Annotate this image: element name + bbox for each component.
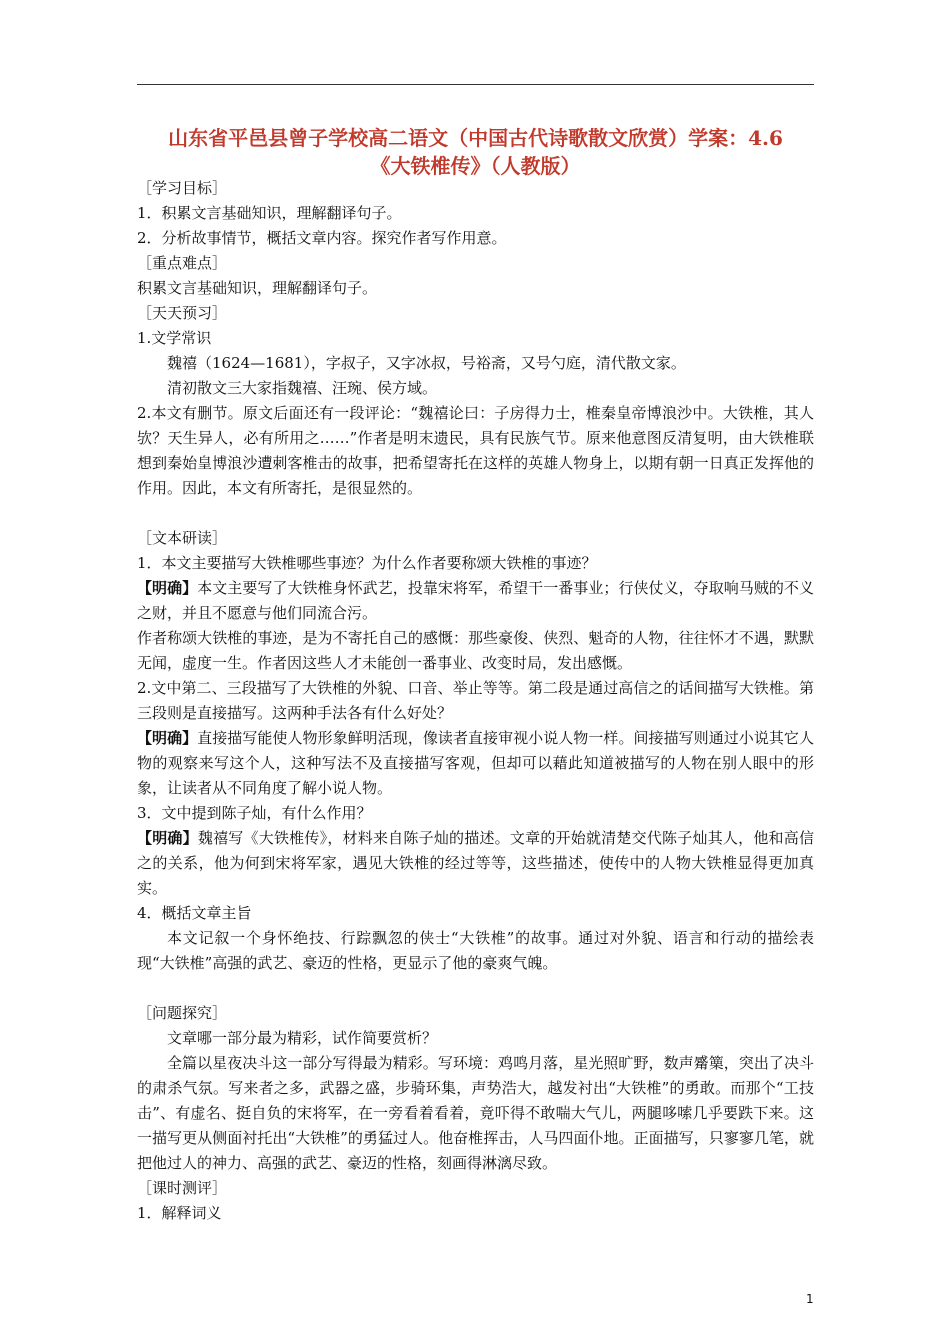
answer-1-text: 本文主要写了大铁椎身怀武艺，投靠宋将军，希望干一番事业；行侠仗义，夺取响马贼的不义之财，并且不愿意与他们同流合污。 (137, 579, 814, 622)
section-heading-explore: ［问题探究］ (137, 1004, 228, 1022)
answer-tag: 【明确】 (137, 729, 198, 747)
answer-4: 本文记叙一个身怀绝技、行踪飘忽的侠士“大铁椎”的故事。通过对外貌、语言和行动的描绘表现“大铁椎”高强的武艺、豪迈的性格，更显示了他的豪爽气魄。 (137, 929, 814, 972)
header-rule (137, 84, 814, 85)
answer-2 (137, 726, 814, 801)
title-line-2: 《大铁椎传》（人教版） (370, 154, 581, 178)
key-point-1: 积累文言基础知识，理解翻译句子。 (137, 279, 378, 297)
preview-item-2: 2.本文有删节。原文后面还有一段评论：“魏禧论曰：子房得力士，椎秦皇帝博浪沙中。大铁椎，其人欤？天生异人，必有所用之……”作者是明末遗民，具有民族气节。原来他意图反清复明，由大铁椎联想到秦始皇博浪沙遭刺客椎击的故事，把希望寄托在这样的英雄人物身上，以期有朝一日真正发挥他的作用。因此，本文有所寄托，是很显然的。 (137, 404, 814, 497)
goal-item-2: 2．分析故事情节，概括文章内容。探究作者写作用意。 (137, 229, 507, 247)
section-heading-goals: ［学习目标］ (137, 179, 228, 197)
page-number: 1 (806, 1292, 814, 1306)
question-4: 4．概括文章主旨 (137, 904, 252, 922)
explore-question: 文章哪一部分最为精彩，试作简要赏析？ (167, 1029, 438, 1047)
question-3: 3．文中提到陈子灿，有什么作用？ (137, 804, 372, 822)
title-line-1: 山东省平邑县曾子学校高二语文（中国古代诗歌散文欣赏）学案：4.6 (168, 126, 783, 150)
document-body (137, 176, 814, 1226)
preview-item-1-text-b: 清初散文三大家指魏禧、汪琬、侯方域。 (167, 379, 438, 397)
question-1: 1．本文主要描写大铁椎哪些事迹？为什么作者要称颂大铁椎的事迹？ (137, 554, 597, 572)
answer-tag: 【明确】 (137, 579, 198, 597)
answer-2-text: 直接描写能使人物形象鲜明活现，像读者直接审视小说人物一样。间接描写则通过小说其它人物的观察来写这个人，这种写法不及直接描写客观，但却可以藉此知道被描写的人物在别人眼中的形象，让读者从不同角度了解小说人物。 (137, 729, 814, 797)
document-title (137, 124, 814, 180)
preview-item-1-heading: 1.文学常识 (137, 329, 212, 347)
explore-answer: 全篇以星夜决斗这一部分写得最为精彩。写环境：鸡鸣月落，星光照旷野，数声觱篥，突出了决斗的肃杀气氛。写来者之多，武器之盛，步骑环集，声势浩大，越发衬出“大铁椎”的勇敢。而那个“工技击”、有虚名、挺自负的宋将军，在一旁看着看着，竟吓得不敢喘大气儿，两腿哆嗦几乎要跌下来。这一描写更从侧面衬托出“大铁椎”的勇猛过人。他奋椎挥击，人马四面仆地。正面描写，只寥寥几笔，就把他过人的神力、高强的武艺、豪迈的性格，刻画得淋漓尽致。 (137, 1054, 814, 1172)
answer-3 (137, 826, 814, 901)
section-heading-preview: ［天天预习］ (137, 304, 228, 322)
section-heading-test: ［课时测评］ (137, 1179, 228, 1197)
answer-3-text: 魏禧写《大铁椎传》，材料来自陈子灿的描述。文章的开始就清楚交代陈子灿其人，他和高信之的关系，他为何到宋将军家，遇见大铁椎的经过等等，这些描述，使传中的人物大铁椎显得更加真实。 (137, 829, 814, 897)
section-heading-text-study: ［文本研读］ (137, 529, 228, 547)
section-heading-key-points: ［重点难点］ (137, 254, 228, 272)
answer-tag: 【明确】 (137, 829, 198, 847)
question-2: 2.文中第二、三段描写了大铁椎的外貌、口音、举止等等。第二段是通过高信之的话间描写大铁椎。第三段则是直接描写。这两种手法各有什么好处？ (137, 679, 814, 722)
answer-1 (137, 576, 814, 626)
test-item-1: 1．解释词义 (137, 1204, 222, 1222)
preview-item-1-text-a: 魏禧（1624—1681），字叔子，又字冰叔，号裕斋，又号勺庭，清代散文家。 (167, 354, 686, 372)
goal-item-1: 1．积累文言基础知识，理解翻译句子。 (137, 204, 402, 222)
answer-1-continued: 作者称颂大铁椎的事迹，是为不寄托自己的感慨：那些豪俊、侠烈、魁奇的人物，往往怀才不遇，默默无闻，虚度一生。作者因这些人才未能创一番事业、改变时局，发出感慨。 (137, 629, 814, 672)
